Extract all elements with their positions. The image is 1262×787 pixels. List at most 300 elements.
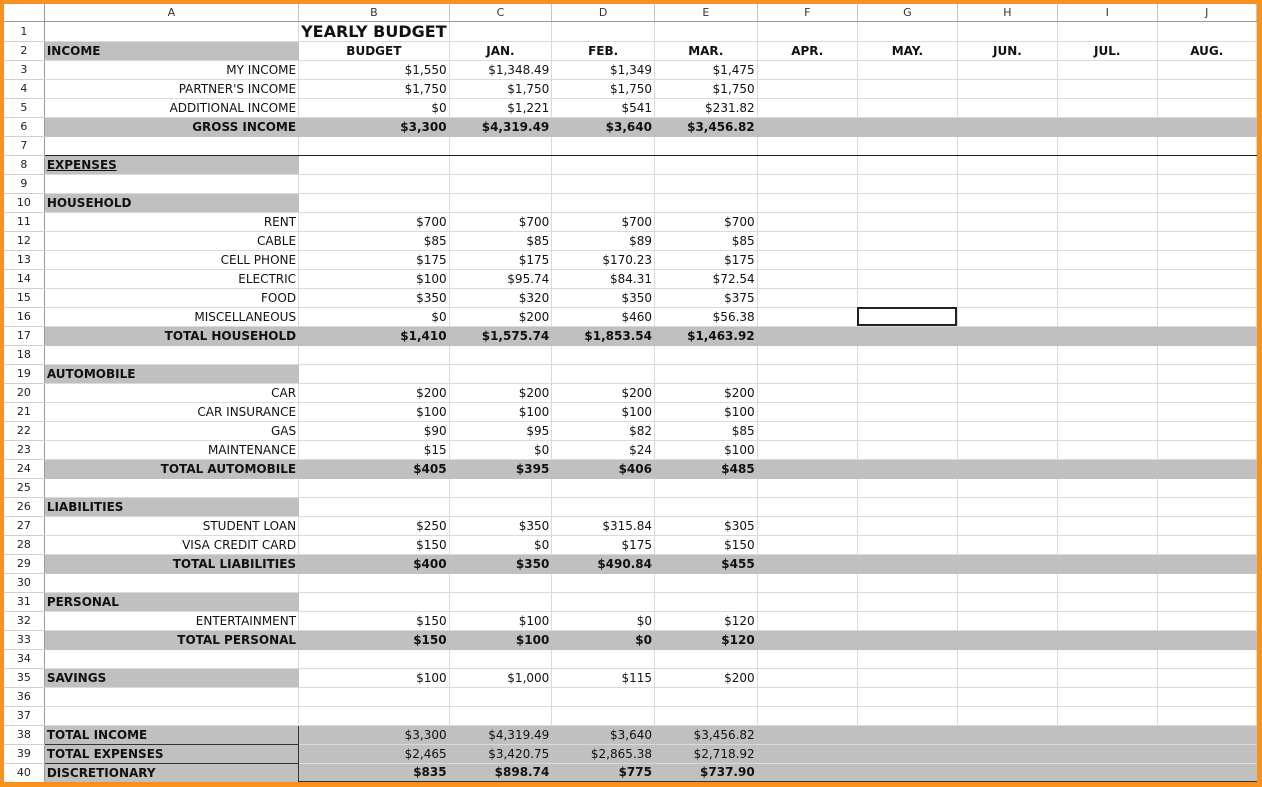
cell-e22[interactable]: $85: [654, 421, 757, 440]
cell-g4[interactable]: [857, 79, 957, 98]
cell-a10[interactable]: HOUSEHOLD: [44, 193, 298, 212]
row-header-30[interactable]: 30: [4, 573, 44, 592]
cell-c37[interactable]: [449, 706, 552, 725]
cell-g18[interactable]: [857, 345, 957, 364]
cell-f15[interactable]: [757, 288, 857, 307]
cell-h14[interactable]: [957, 269, 1057, 288]
cell-j23[interactable]: [1157, 440, 1256, 459]
cell-h40[interactable]: [957, 763, 1057, 782]
cell-b33[interactable]: $150: [299, 630, 450, 649]
cell-i9[interactable]: [1057, 174, 1157, 193]
cell-b34[interactable]: [299, 649, 450, 668]
cell-b40[interactable]: $835: [299, 763, 450, 782]
cell-j15[interactable]: [1157, 288, 1256, 307]
cell-f9[interactable]: [757, 174, 857, 193]
cell-i14[interactable]: [1057, 269, 1157, 288]
cell-j30[interactable]: [1157, 573, 1256, 592]
cell-d12[interactable]: $89: [552, 231, 655, 250]
cell-i5[interactable]: [1057, 98, 1157, 117]
cell-e4[interactable]: $1,750: [654, 79, 757, 98]
cell-a35[interactable]: SAVINGS: [44, 668, 298, 687]
cell-d14[interactable]: $84.31: [552, 269, 655, 288]
row-header-32[interactable]: 32: [4, 611, 44, 630]
cell-c15[interactable]: $320: [449, 288, 552, 307]
cell-c28[interactable]: $0: [449, 535, 552, 554]
cell-f21[interactable]: [757, 402, 857, 421]
cell-h1[interactable]: [957, 21, 1057, 41]
cell-d10[interactable]: [552, 193, 655, 212]
cell-g34[interactable]: [857, 649, 957, 668]
cell-a14[interactable]: ELECTRIC: [44, 269, 298, 288]
cell-d19[interactable]: [552, 364, 655, 383]
cell-f27[interactable]: [757, 516, 857, 535]
cell-f19[interactable]: [757, 364, 857, 383]
cell-d3[interactable]: $1,349: [552, 60, 655, 79]
cell-i37[interactable]: [1057, 706, 1157, 725]
row-header-34[interactable]: 34: [4, 649, 44, 668]
cell-c6[interactable]: $4,319.49: [449, 117, 552, 136]
cell-b15[interactable]: $350: [299, 288, 450, 307]
cell-b2[interactable]: BUDGET: [299, 41, 450, 60]
cell-c30[interactable]: [449, 573, 552, 592]
cell-c38[interactable]: $4,319.49: [449, 725, 552, 744]
cell-i28[interactable]: [1057, 535, 1157, 554]
cell-g29[interactable]: [857, 554, 957, 573]
cell-g27[interactable]: [857, 516, 957, 535]
cell-f12[interactable]: [757, 231, 857, 250]
cell-f20[interactable]: [757, 383, 857, 402]
cell-b30[interactable]: [299, 573, 450, 592]
cell-e32[interactable]: $120: [654, 611, 757, 630]
cell-f7[interactable]: [757, 136, 857, 155]
cell-b20[interactable]: $200: [299, 383, 450, 402]
cell-f34[interactable]: [757, 649, 857, 668]
cell-c36[interactable]: [449, 687, 552, 706]
row-header-29[interactable]: 29: [4, 554, 44, 573]
row-header-12[interactable]: 12: [4, 231, 44, 250]
cell-j32[interactable]: [1157, 611, 1256, 630]
row-header-4[interactable]: 4: [4, 79, 44, 98]
cell-e34[interactable]: [654, 649, 757, 668]
cell-b25[interactable]: [299, 478, 450, 497]
cell-a13[interactable]: CELL PHONE: [44, 250, 298, 269]
cell-g20[interactable]: [857, 383, 957, 402]
cell-i33[interactable]: [1057, 630, 1157, 649]
cell-f11[interactable]: [757, 212, 857, 231]
cell-j38[interactable]: [1157, 725, 1256, 744]
row-header-26[interactable]: 26: [4, 497, 44, 516]
column-header-i[interactable]: I: [1057, 4, 1157, 21]
cell-i39[interactable]: [1057, 744, 1157, 763]
cell-i8[interactable]: [1057, 155, 1157, 174]
cell-h6[interactable]: [957, 117, 1057, 136]
cell-f37[interactable]: [757, 706, 857, 725]
cell-i2[interactable]: JUL.: [1057, 41, 1157, 60]
cell-h25[interactable]: [957, 478, 1057, 497]
cell-g14[interactable]: [857, 269, 957, 288]
cell-f23[interactable]: [757, 440, 857, 459]
cell-b22[interactable]: $90: [299, 421, 450, 440]
cell-a1[interactable]: [44, 21, 298, 41]
cell-a2[interactable]: INCOME: [44, 41, 298, 60]
cell-g10[interactable]: [857, 193, 957, 212]
row-header-25[interactable]: 25: [4, 478, 44, 497]
cell-e15[interactable]: $375: [654, 288, 757, 307]
cell-j27[interactable]: [1157, 516, 1256, 535]
cell-i1[interactable]: [1057, 21, 1157, 41]
cell-h31[interactable]: [957, 592, 1057, 611]
cell-j6[interactable]: [1157, 117, 1256, 136]
cell-j5[interactable]: [1157, 98, 1256, 117]
cell-h3[interactable]: [957, 60, 1057, 79]
cell-b26[interactable]: [299, 497, 450, 516]
cell-e23[interactable]: $100: [654, 440, 757, 459]
cell-g11[interactable]: [857, 212, 957, 231]
cell-h17[interactable]: [957, 326, 1057, 345]
cell-b23[interactable]: $15: [299, 440, 450, 459]
cell-a6[interactable]: GROSS INCOME: [44, 117, 298, 136]
cell-b13[interactable]: $175: [299, 250, 450, 269]
cell-d2[interactable]: FEB.: [552, 41, 655, 60]
cell-j37[interactable]: [1157, 706, 1256, 725]
cell-c35[interactable]: $1,000: [449, 668, 552, 687]
cell-j24[interactable]: [1157, 459, 1256, 478]
cell-d9[interactable]: [552, 174, 655, 193]
row-header-19[interactable]: 19: [4, 364, 44, 383]
cell-j26[interactable]: [1157, 497, 1256, 516]
cell-d40[interactable]: $775: [552, 763, 655, 782]
cell-h12[interactable]: [957, 231, 1057, 250]
row-header-15[interactable]: 15: [4, 288, 44, 307]
cell-c1[interactable]: [449, 21, 552, 41]
row-header-38[interactable]: 38: [4, 725, 44, 744]
cell-h22[interactable]: [957, 421, 1057, 440]
cell-d31[interactable]: [552, 592, 655, 611]
cell-b8[interactable]: [299, 155, 450, 174]
cell-i17[interactable]: [1057, 326, 1157, 345]
cell-d15[interactable]: $350: [552, 288, 655, 307]
cell-b14[interactable]: $100: [299, 269, 450, 288]
row-header-22[interactable]: 22: [4, 421, 44, 440]
cell-a25[interactable]: [44, 478, 298, 497]
cell-i25[interactable]: [1057, 478, 1157, 497]
row-header-31[interactable]: 31: [4, 592, 44, 611]
cell-e37[interactable]: [654, 706, 757, 725]
cell-e6[interactable]: $3,456.82: [654, 117, 757, 136]
cell-b1[interactable]: YEARLY BUDGET: [299, 21, 450, 41]
cell-h23[interactable]: [957, 440, 1057, 459]
cell-h8[interactable]: [957, 155, 1057, 174]
cell-d35[interactable]: $115: [552, 668, 655, 687]
cell-j13[interactable]: [1157, 250, 1256, 269]
cell-f33[interactable]: [757, 630, 857, 649]
cell-i12[interactable]: [1057, 231, 1157, 250]
cell-g32[interactable]: [857, 611, 957, 630]
cell-j12[interactable]: [1157, 231, 1256, 250]
cell-g19[interactable]: [857, 364, 957, 383]
cell-b35[interactable]: $100: [299, 668, 450, 687]
cell-c17[interactable]: $1,575.74: [449, 326, 552, 345]
cell-h33[interactable]: [957, 630, 1057, 649]
cell-d8[interactable]: [552, 155, 655, 174]
cell-i13[interactable]: [1057, 250, 1157, 269]
cell-d34[interactable]: [552, 649, 655, 668]
cell-e27[interactable]: $305: [654, 516, 757, 535]
cell-e20[interactable]: $200: [654, 383, 757, 402]
cell-e21[interactable]: $100: [654, 402, 757, 421]
cell-i24[interactable]: [1057, 459, 1157, 478]
cell-j9[interactable]: [1157, 174, 1256, 193]
cell-c29[interactable]: $350: [449, 554, 552, 573]
cell-j16[interactable]: [1157, 307, 1256, 326]
cell-h28[interactable]: [957, 535, 1057, 554]
cell-h34[interactable]: [957, 649, 1057, 668]
cell-e31[interactable]: [654, 592, 757, 611]
cell-g9[interactable]: [857, 174, 957, 193]
cell-h39[interactable]: [957, 744, 1057, 763]
cell-a21[interactable]: CAR INSURANCE: [44, 402, 298, 421]
cell-f36[interactable]: [757, 687, 857, 706]
cell-c16[interactable]: $200: [449, 307, 552, 326]
cell-g7[interactable]: [857, 136, 957, 155]
cell-a28[interactable]: VISA CREDIT CARD: [44, 535, 298, 554]
cell-j33[interactable]: [1157, 630, 1256, 649]
cell-h20[interactable]: [957, 383, 1057, 402]
cell-e38[interactable]: $3,456.82: [654, 725, 757, 744]
cell-j10[interactable]: [1157, 193, 1256, 212]
column-header-d[interactable]: D: [552, 4, 655, 21]
cell-f17[interactable]: [757, 326, 857, 345]
cell-f5[interactable]: [757, 98, 857, 117]
cell-f32[interactable]: [757, 611, 857, 630]
column-header-j[interactable]: J: [1157, 4, 1256, 21]
cell-a33[interactable]: TOTAL PERSONAL: [44, 630, 298, 649]
cell-i21[interactable]: [1057, 402, 1157, 421]
cell-h10[interactable]: [957, 193, 1057, 212]
row-header-35[interactable]: 35: [4, 668, 44, 687]
row-header-1[interactable]: 1: [4, 21, 44, 41]
cell-f3[interactable]: [757, 60, 857, 79]
cell-h29[interactable]: [957, 554, 1057, 573]
cell-j2[interactable]: AUG.: [1157, 41, 1256, 60]
cell-e16[interactable]: $56.38: [654, 307, 757, 326]
cell-d24[interactable]: $406: [552, 459, 655, 478]
cell-b4[interactable]: $1,750: [299, 79, 450, 98]
cell-f39[interactable]: [757, 744, 857, 763]
row-header-40[interactable]: 40: [4, 763, 44, 782]
row-header-28[interactable]: 28: [4, 535, 44, 554]
cell-d5[interactable]: $541: [552, 98, 655, 117]
cell-d7[interactable]: [552, 136, 655, 155]
cell-a40[interactable]: DISCRETIONARY: [44, 763, 298, 782]
cell-g8[interactable]: [857, 155, 957, 174]
cell-e18[interactable]: [654, 345, 757, 364]
cell-g22[interactable]: [857, 421, 957, 440]
column-header-f[interactable]: F: [757, 4, 857, 21]
cell-d25[interactable]: [552, 478, 655, 497]
cell-i11[interactable]: [1057, 212, 1157, 231]
cell-e5[interactable]: $231.82: [654, 98, 757, 117]
cell-j22[interactable]: [1157, 421, 1256, 440]
cell-e24[interactable]: $485: [654, 459, 757, 478]
cell-c22[interactable]: $95: [449, 421, 552, 440]
cell-b5[interactable]: $0: [299, 98, 450, 117]
cell-c25[interactable]: [449, 478, 552, 497]
cell-f4[interactable]: [757, 79, 857, 98]
cell-e13[interactable]: $175: [654, 250, 757, 269]
cell-f10[interactable]: [757, 193, 857, 212]
cell-d21[interactable]: $100: [552, 402, 655, 421]
row-header-3[interactable]: 3: [4, 60, 44, 79]
cell-i10[interactable]: [1057, 193, 1157, 212]
cell-e8[interactable]: [654, 155, 757, 174]
cell-e3[interactable]: $1,475: [654, 60, 757, 79]
cell-i38[interactable]: [1057, 725, 1157, 744]
cell-g16[interactable]: [857, 307, 957, 326]
cell-e17[interactable]: $1,463.92: [654, 326, 757, 345]
cell-h15[interactable]: [957, 288, 1057, 307]
cell-d33[interactable]: $0: [552, 630, 655, 649]
cell-g12[interactable]: [857, 231, 957, 250]
cell-d37[interactable]: [552, 706, 655, 725]
cell-g24[interactable]: [857, 459, 957, 478]
cell-f26[interactable]: [757, 497, 857, 516]
cell-i40[interactable]: [1057, 763, 1157, 782]
cell-d32[interactable]: $0: [552, 611, 655, 630]
cell-i20[interactable]: [1057, 383, 1157, 402]
cell-e2[interactable]: MAR.: [654, 41, 757, 60]
cell-f8[interactable]: [757, 155, 857, 174]
cell-a29[interactable]: TOTAL LIABILITIES: [44, 554, 298, 573]
cell-d38[interactable]: $3,640: [552, 725, 655, 744]
cell-b37[interactable]: [299, 706, 450, 725]
row-header-27[interactable]: 27: [4, 516, 44, 535]
cell-i27[interactable]: [1057, 516, 1157, 535]
column-header-h[interactable]: H: [957, 4, 1057, 21]
cell-b9[interactable]: [299, 174, 450, 193]
cell-d26[interactable]: [552, 497, 655, 516]
cell-c11[interactable]: $700: [449, 212, 552, 231]
cell-j40[interactable]: [1157, 763, 1256, 782]
cell-j3[interactable]: [1157, 60, 1256, 79]
cell-c9[interactable]: [449, 174, 552, 193]
cell-a15[interactable]: FOOD: [44, 288, 298, 307]
cell-c40[interactable]: $898.74: [449, 763, 552, 782]
cell-i15[interactable]: [1057, 288, 1157, 307]
cell-d13[interactable]: $170.23: [552, 250, 655, 269]
cell-j28[interactable]: [1157, 535, 1256, 554]
cell-h7[interactable]: [957, 136, 1057, 155]
cell-f35[interactable]: [757, 668, 857, 687]
cell-a38[interactable]: TOTAL INCOME: [44, 725, 298, 744]
cell-d16[interactable]: $460: [552, 307, 655, 326]
cell-e19[interactable]: [654, 364, 757, 383]
cell-h19[interactable]: [957, 364, 1057, 383]
cell-c26[interactable]: [449, 497, 552, 516]
cell-f30[interactable]: [757, 573, 857, 592]
cell-g28[interactable]: [857, 535, 957, 554]
cell-a4[interactable]: PARTNER'S INCOME: [44, 79, 298, 98]
cell-a11[interactable]: RENT: [44, 212, 298, 231]
cell-c33[interactable]: $100: [449, 630, 552, 649]
cell-a22[interactable]: GAS: [44, 421, 298, 440]
cell-b32[interactable]: $150: [299, 611, 450, 630]
cell-b38[interactable]: $3,300: [299, 725, 450, 744]
cell-g31[interactable]: [857, 592, 957, 611]
cell-f1[interactable]: [757, 21, 857, 41]
cell-a31[interactable]: PERSONAL: [44, 592, 298, 611]
cell-b24[interactable]: $405: [299, 459, 450, 478]
row-header-18[interactable]: 18: [4, 345, 44, 364]
cell-f14[interactable]: [757, 269, 857, 288]
cell-a34[interactable]: [44, 649, 298, 668]
cell-g40[interactable]: [857, 763, 957, 782]
cell-c13[interactable]: $175: [449, 250, 552, 269]
cell-c4[interactable]: $1,750: [449, 79, 552, 98]
cell-f25[interactable]: [757, 478, 857, 497]
cell-a27[interactable]: STUDENT LOAN: [44, 516, 298, 535]
cell-j19[interactable]: [1157, 364, 1256, 383]
cell-i16[interactable]: [1057, 307, 1157, 326]
cell-i34[interactable]: [1057, 649, 1157, 668]
cell-g13[interactable]: [857, 250, 957, 269]
cell-a37[interactable]: [44, 706, 298, 725]
cell-c19[interactable]: [449, 364, 552, 383]
cell-h21[interactable]: [957, 402, 1057, 421]
cell-g1[interactable]: [857, 21, 957, 41]
column-header-b[interactable]: B: [299, 4, 450, 21]
cell-b21[interactable]: $100: [299, 402, 450, 421]
cell-d6[interactable]: $3,640: [552, 117, 655, 136]
cell-a30[interactable]: [44, 573, 298, 592]
cell-c2[interactable]: JAN.: [449, 41, 552, 60]
cell-i26[interactable]: [1057, 497, 1157, 516]
cell-g38[interactable]: [857, 725, 957, 744]
row-header-2[interactable]: 2: [4, 41, 44, 60]
cell-a20[interactable]: CAR: [44, 383, 298, 402]
cell-f16[interactable]: [757, 307, 857, 326]
row-header-21[interactable]: 21: [4, 402, 44, 421]
cell-j14[interactable]: [1157, 269, 1256, 288]
cell-j18[interactable]: [1157, 345, 1256, 364]
cell-f13[interactable]: [757, 250, 857, 269]
cell-c39[interactable]: $3,420.75: [449, 744, 552, 763]
cell-g36[interactable]: [857, 687, 957, 706]
cell-c31[interactable]: [449, 592, 552, 611]
cell-h32[interactable]: [957, 611, 1057, 630]
cell-i30[interactable]: [1057, 573, 1157, 592]
cell-j17[interactable]: [1157, 326, 1256, 345]
cell-b10[interactable]: [299, 193, 450, 212]
cell-j31[interactable]: [1157, 592, 1256, 611]
cell-g21[interactable]: [857, 402, 957, 421]
row-header-23[interactable]: 23: [4, 440, 44, 459]
cell-c18[interactable]: [449, 345, 552, 364]
cell-j34[interactable]: [1157, 649, 1256, 668]
cell-d17[interactable]: $1,853.54: [552, 326, 655, 345]
cell-h30[interactable]: [957, 573, 1057, 592]
cell-h2[interactable]: JUN.: [957, 41, 1057, 60]
cell-d29[interactable]: $490.84: [552, 554, 655, 573]
cell-b36[interactable]: [299, 687, 450, 706]
cell-a23[interactable]: MAINTENANCE: [44, 440, 298, 459]
cell-f28[interactable]: [757, 535, 857, 554]
cell-h26[interactable]: [957, 497, 1057, 516]
cell-b18[interactable]: [299, 345, 450, 364]
column-header-e[interactable]: E: [654, 4, 757, 21]
cell-h11[interactable]: [957, 212, 1057, 231]
cell-a39[interactable]: TOTAL EXPENSES: [44, 744, 298, 763]
